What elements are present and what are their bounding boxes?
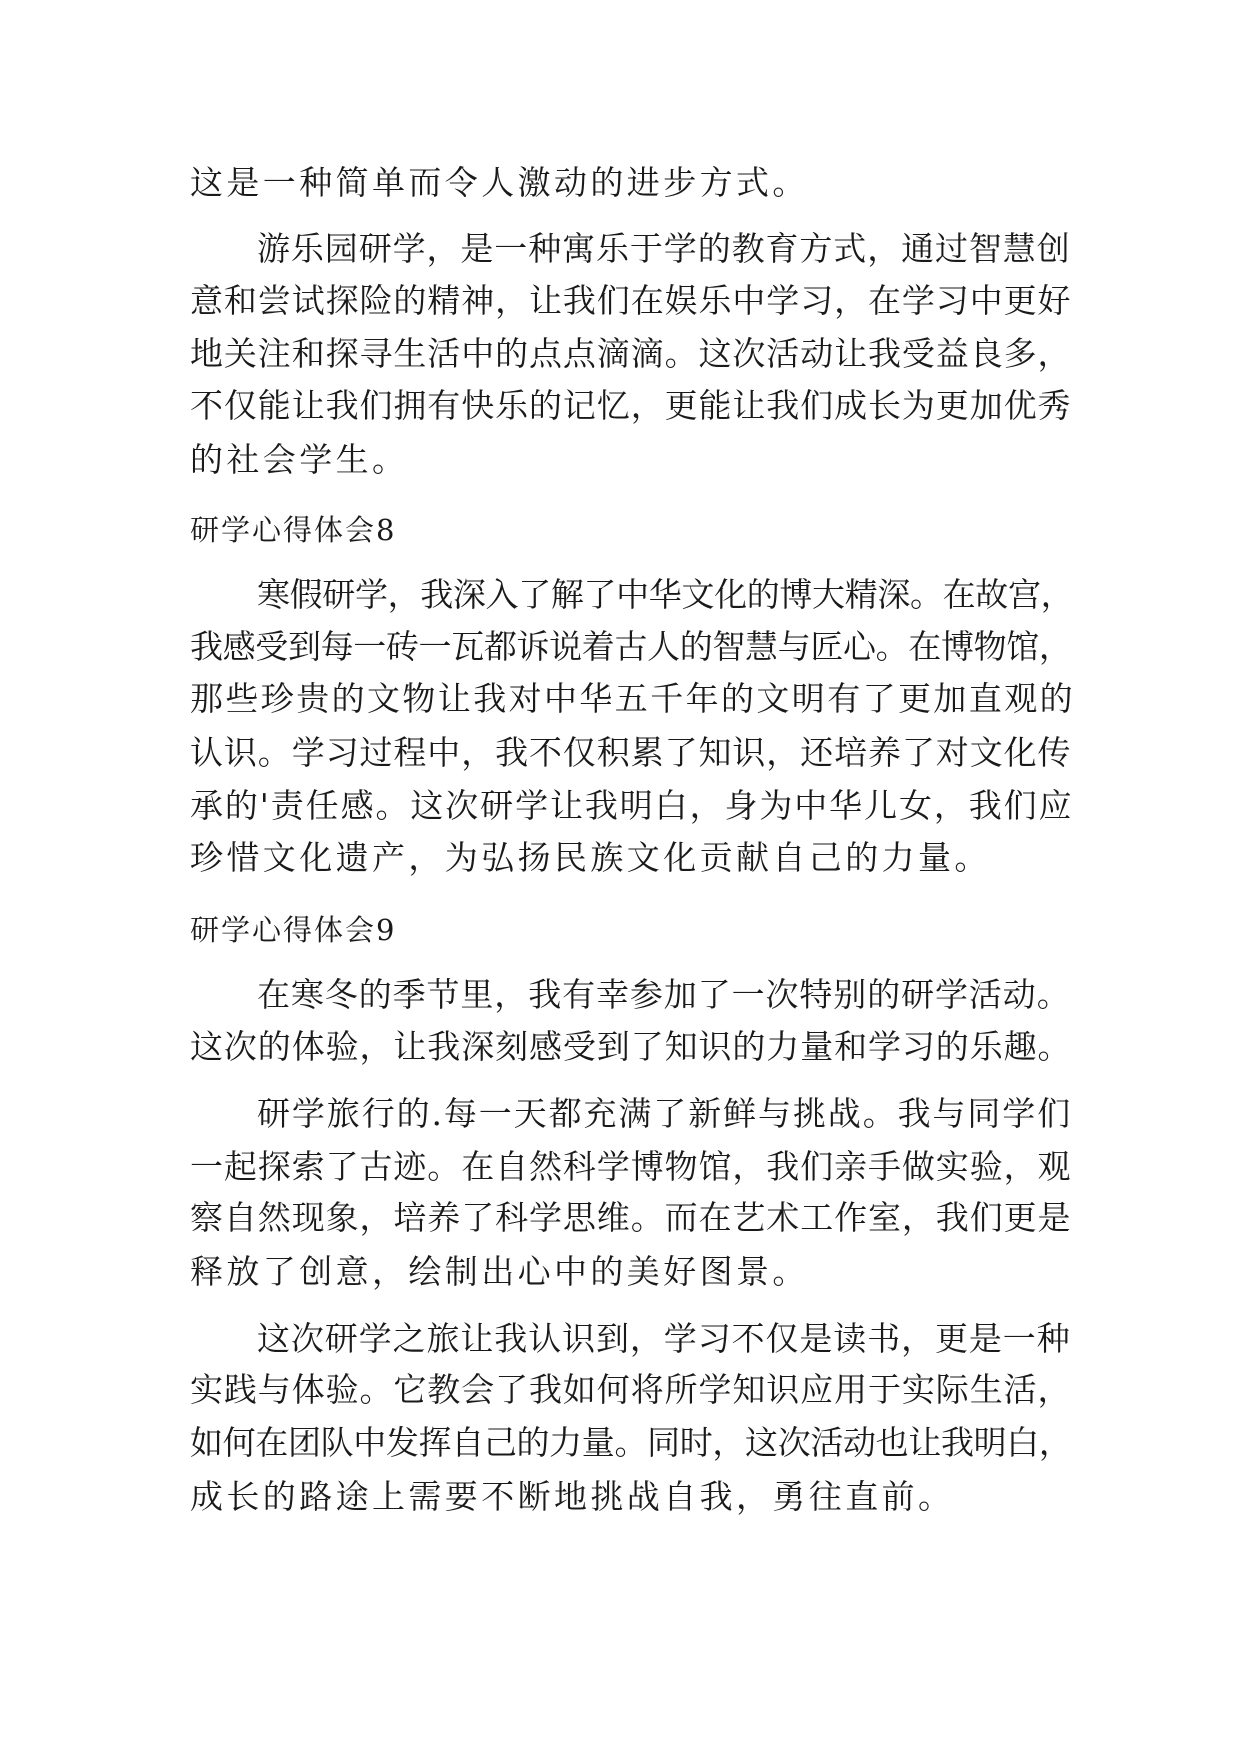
paragraph-first-line: 在寒冬的季节里，我有幸参加了一次特别的研学活动。 xyxy=(257,975,1071,1014)
body-text-line: 这是一种简单而令人激动的进步方式。 xyxy=(190,163,809,202)
paragraph-first-line: 研学旅行的.每一天都充满了新鲜与挑战。我与同学们 xyxy=(257,1094,1073,1133)
paragraph-first-line: 这次研学之旅让我认识到，学习不仅是读书，更是一种 xyxy=(257,1319,1071,1358)
body-text-line: 如何在团队中发挥自己的力量。同时，这次活动也让我明白， xyxy=(190,1423,1072,1462)
section-heading-9: 研学心得体会9 xyxy=(190,913,397,947)
body-text-line: 那些珍贵的文物让我对中华五千年的文明有了更加直观的 xyxy=(190,679,1075,718)
section-heading-8: 研学心得体会8 xyxy=(190,513,397,547)
body-text-line: 不仅能让我们拥有快乐的记忆，更能让我们成长为更加优秀 xyxy=(190,386,1072,425)
body-text-line: 成长的路途上需要不断地挑战自我，勇往直前。 xyxy=(190,1477,955,1516)
paragraph-first-line: 寒假研学，我深入了解了中华文化的博大精深。在故宫， xyxy=(257,575,1074,614)
body-text-line: 一起探索了古迹。在自然科学博物馆，我们亲手做实验，观 xyxy=(190,1147,1072,1186)
body-text-line: 的社会学生。 xyxy=(190,440,409,479)
body-text-line: 地关注和探寻生活中的点点滴滴。这次活动让我受益良多， xyxy=(190,334,1072,373)
body-text-line: 这次的体验，让我深刻感受到了知识的力量和学习的乐趣。 xyxy=(190,1027,1072,1066)
body-text-line: 意和尝试探险的精神，让我们在娱乐中学习，在学习中更好 xyxy=(190,281,1072,320)
body-text-line: 我感受到每一砖一瓦都诉说着古人的智慧与匠心。在博物馆， xyxy=(190,627,1072,666)
body-text-line: 察自然现象，培养了科学思维。而在艺术工作室，我们更是 xyxy=(190,1198,1072,1237)
body-text-line: 珍惜文化遗产，为弘扬民族文化贡献自己的力量。 xyxy=(190,838,991,877)
body-text-line: 认识。学习过程中，我不仅积累了知识，还培养了对文化传 xyxy=(190,733,1072,772)
paragraph-first-line: 游乐园研学，是一种寓乐于学的教育方式，通过智慧创 xyxy=(257,229,1071,268)
body-text-line: 实践与体验。它教会了我如何将所学知识应用于实际生活， xyxy=(190,1370,1072,1409)
body-text-line: 承的'责任感。这次研学让我明白，身为中华儿女，我们应 xyxy=(190,786,1074,825)
body-text-line: 释放了创意，绘制出心中的美好图景。 xyxy=(190,1252,809,1291)
